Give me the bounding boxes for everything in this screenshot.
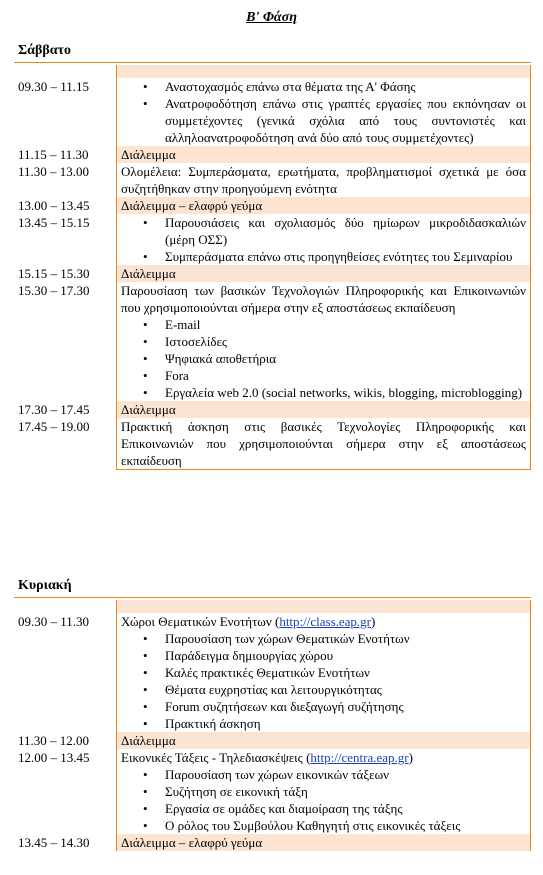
activity-break: Διάλειμμα <box>117 732 531 749</box>
schedule-row <box>14 401 531 418</box>
schedule-row <box>14 732 531 749</box>
activity-break: Διάλειμμα <box>117 146 531 163</box>
time-slot: 13.45 – 14.30 <box>18 835 90 850</box>
activity <box>117 78 531 146</box>
list-item: • Πρακτική άσκηση <box>165 715 526 732</box>
list-item: • Παρουσίαση των χώρων εικονικών τάξεων <box>165 766 526 783</box>
schedule-row <box>14 78 531 146</box>
schedule-row <box>14 282 531 401</box>
time-slot: 09.30 – 11.15 <box>18 79 90 94</box>
schedule-table-sunday <box>14 600 531 851</box>
activity-text <box>121 749 526 766</box>
bullet-list <box>121 766 526 834</box>
list-item: • Ανατροφοδότηση επάνω στις γραπτές εργασίες που εκπόνησαν οι συμμετέχοντες (γενικά σχόλια από τους συντονιστές και αλληλοανατροφοδότηση ανά δύο από τους συμμετέχοντες) <box>165 95 526 146</box>
activity-text <box>121 613 526 630</box>
activity: Ολομέλεια: Συμπεράσματα, ερωτήματα, προβληματισμοί σχετικά με όσα συζητήθηκαν στην προηγούμενη ενότητα <box>117 163 531 197</box>
schedule-row <box>14 163 531 197</box>
time-slot: 13.45 – 15.15 <box>18 215 90 230</box>
list-item: • Ιστοσελίδες <box>165 333 526 350</box>
list-item: • Ψηφιακά αποθετήρια <box>165 350 526 367</box>
time-slot: 13.00 – 13.45 <box>18 198 90 213</box>
schedule-table-saturday <box>14 65 531 470</box>
bullet-list <box>121 78 526 146</box>
schedule-row <box>14 265 531 282</box>
list-item: • Fora <box>165 367 526 384</box>
activity-label: Χώροι Θεματικών Ενοτήτων ( <box>121 614 280 629</box>
time-slot: 11.30 – 12.00 <box>18 733 90 748</box>
list-item: • Παρουσιάσεις και σχολιασμός δύο ημίωρων μικροδιδασκαλιών (μέρη ΟΣΣ) <box>165 214 526 248</box>
time-slot: 12.00 – 13.45 <box>18 750 90 765</box>
activity-break: Διάλειμμα <box>117 265 531 282</box>
schedule-row <box>14 146 531 163</box>
day-divider <box>14 62 531 63</box>
schedule-row <box>14 749 531 834</box>
schedule-row <box>14 834 531 851</box>
day-heading-saturday: Σάββατο <box>18 43 71 58</box>
time-slot: 15.30 – 17.30 <box>18 283 90 298</box>
centra-site-link[interactable]: http://centra.eap.gr <box>310 750 409 765</box>
list-item: • Αναστοχασμός επάνω στα θέματα της Α' Φάσης <box>165 78 526 95</box>
bullet-list <box>121 214 526 265</box>
activity <box>117 214 531 265</box>
activity <box>117 282 531 401</box>
schedule-row <box>14 613 531 732</box>
time-slot: 17.30 – 17.45 <box>18 402 90 417</box>
time-slot: 15.15 – 15.30 <box>18 266 90 281</box>
activity-label: Εικονικές Τάξεις - Τηλεδιασκέψεις ( <box>121 750 311 765</box>
bullet-list <box>121 316 526 401</box>
class-site-link[interactable]: http://class.eap.gr <box>279 614 372 629</box>
list-item: • Εργασία σε ομάδες και διαμοίραση της τάξης <box>165 800 526 817</box>
time-slot: 11.30 – 13.00 <box>18 164 90 179</box>
list-item: • Παρουσίαση των χώρων Θεματικών Ενοτήτων <box>165 630 526 647</box>
paren-close: ) <box>371 614 376 629</box>
list-item: • E-mail <box>165 316 526 333</box>
day-heading-sunday: Κυριακή <box>18 578 72 593</box>
list-item: • Forum συζητήσεων και διεξαγωγή συζήτησης <box>165 698 526 715</box>
activity-break: Διάλειμμα <box>117 401 531 418</box>
day-divider <box>14 597 531 598</box>
time-slot: 11.15 – 11.30 <box>18 147 89 162</box>
time-slot: 09.30 – 11.30 <box>18 614 90 629</box>
activity <box>117 613 531 732</box>
list-item: • Θέματα ευχρηστίας και λειτουργικότητας <box>165 681 526 698</box>
activity-text: Παρουσίαση των βασικών Τεχνολογιών Πληροφορικής και Επικοινωνιών που χρησιμοποιούνται σήμερα στην εξ αποστάσεως εκπαίδευση <box>121 283 526 315</box>
list-item: • Παράδειγμα δημιουργίας χώρου <box>165 647 526 664</box>
activity-break: Διάλειμμα – ελαφρύ γεύμα <box>117 834 531 851</box>
list-item: • Εργαλεία web 2.0 (social networks, wikis, blogging, microblogging) <box>165 384 526 401</box>
list-item: • Συμπεράσματα επάνω στις προηγηθείσες ενότητες του Σεμιναρίου <box>165 248 526 265</box>
list-item: • Καλές πρακτικές Θεματικών Ενοτήτων <box>165 664 526 681</box>
schedule-row <box>14 214 531 265</box>
list-item: • Ο ρόλος του Συμβούλου Καθηγητή στις εικονικές τάξεις <box>165 817 526 834</box>
bullet-list <box>121 630 526 732</box>
activity <box>117 749 531 834</box>
activity: Πρακτική άσκηση στις βασικές Τεχνολογίες Πληροφορικής και Επικοινωνιών που χρησιμοποιούνται σήμερα στην εξ αποστάσεως εκπαίδευση <box>117 418 531 470</box>
list-item: • Συζήτηση σε εικονική τάξη <box>165 783 526 800</box>
phase-title: Β' Φάση <box>246 10 297 25</box>
paren-close: ) <box>408 750 413 765</box>
schedule-row <box>14 418 531 470</box>
time-slot: 17.45 – 19.00 <box>18 419 90 434</box>
activity-break: Διάλειμμα – ελαφρύ γεύμα <box>117 197 531 214</box>
schedule-row <box>14 197 531 214</box>
